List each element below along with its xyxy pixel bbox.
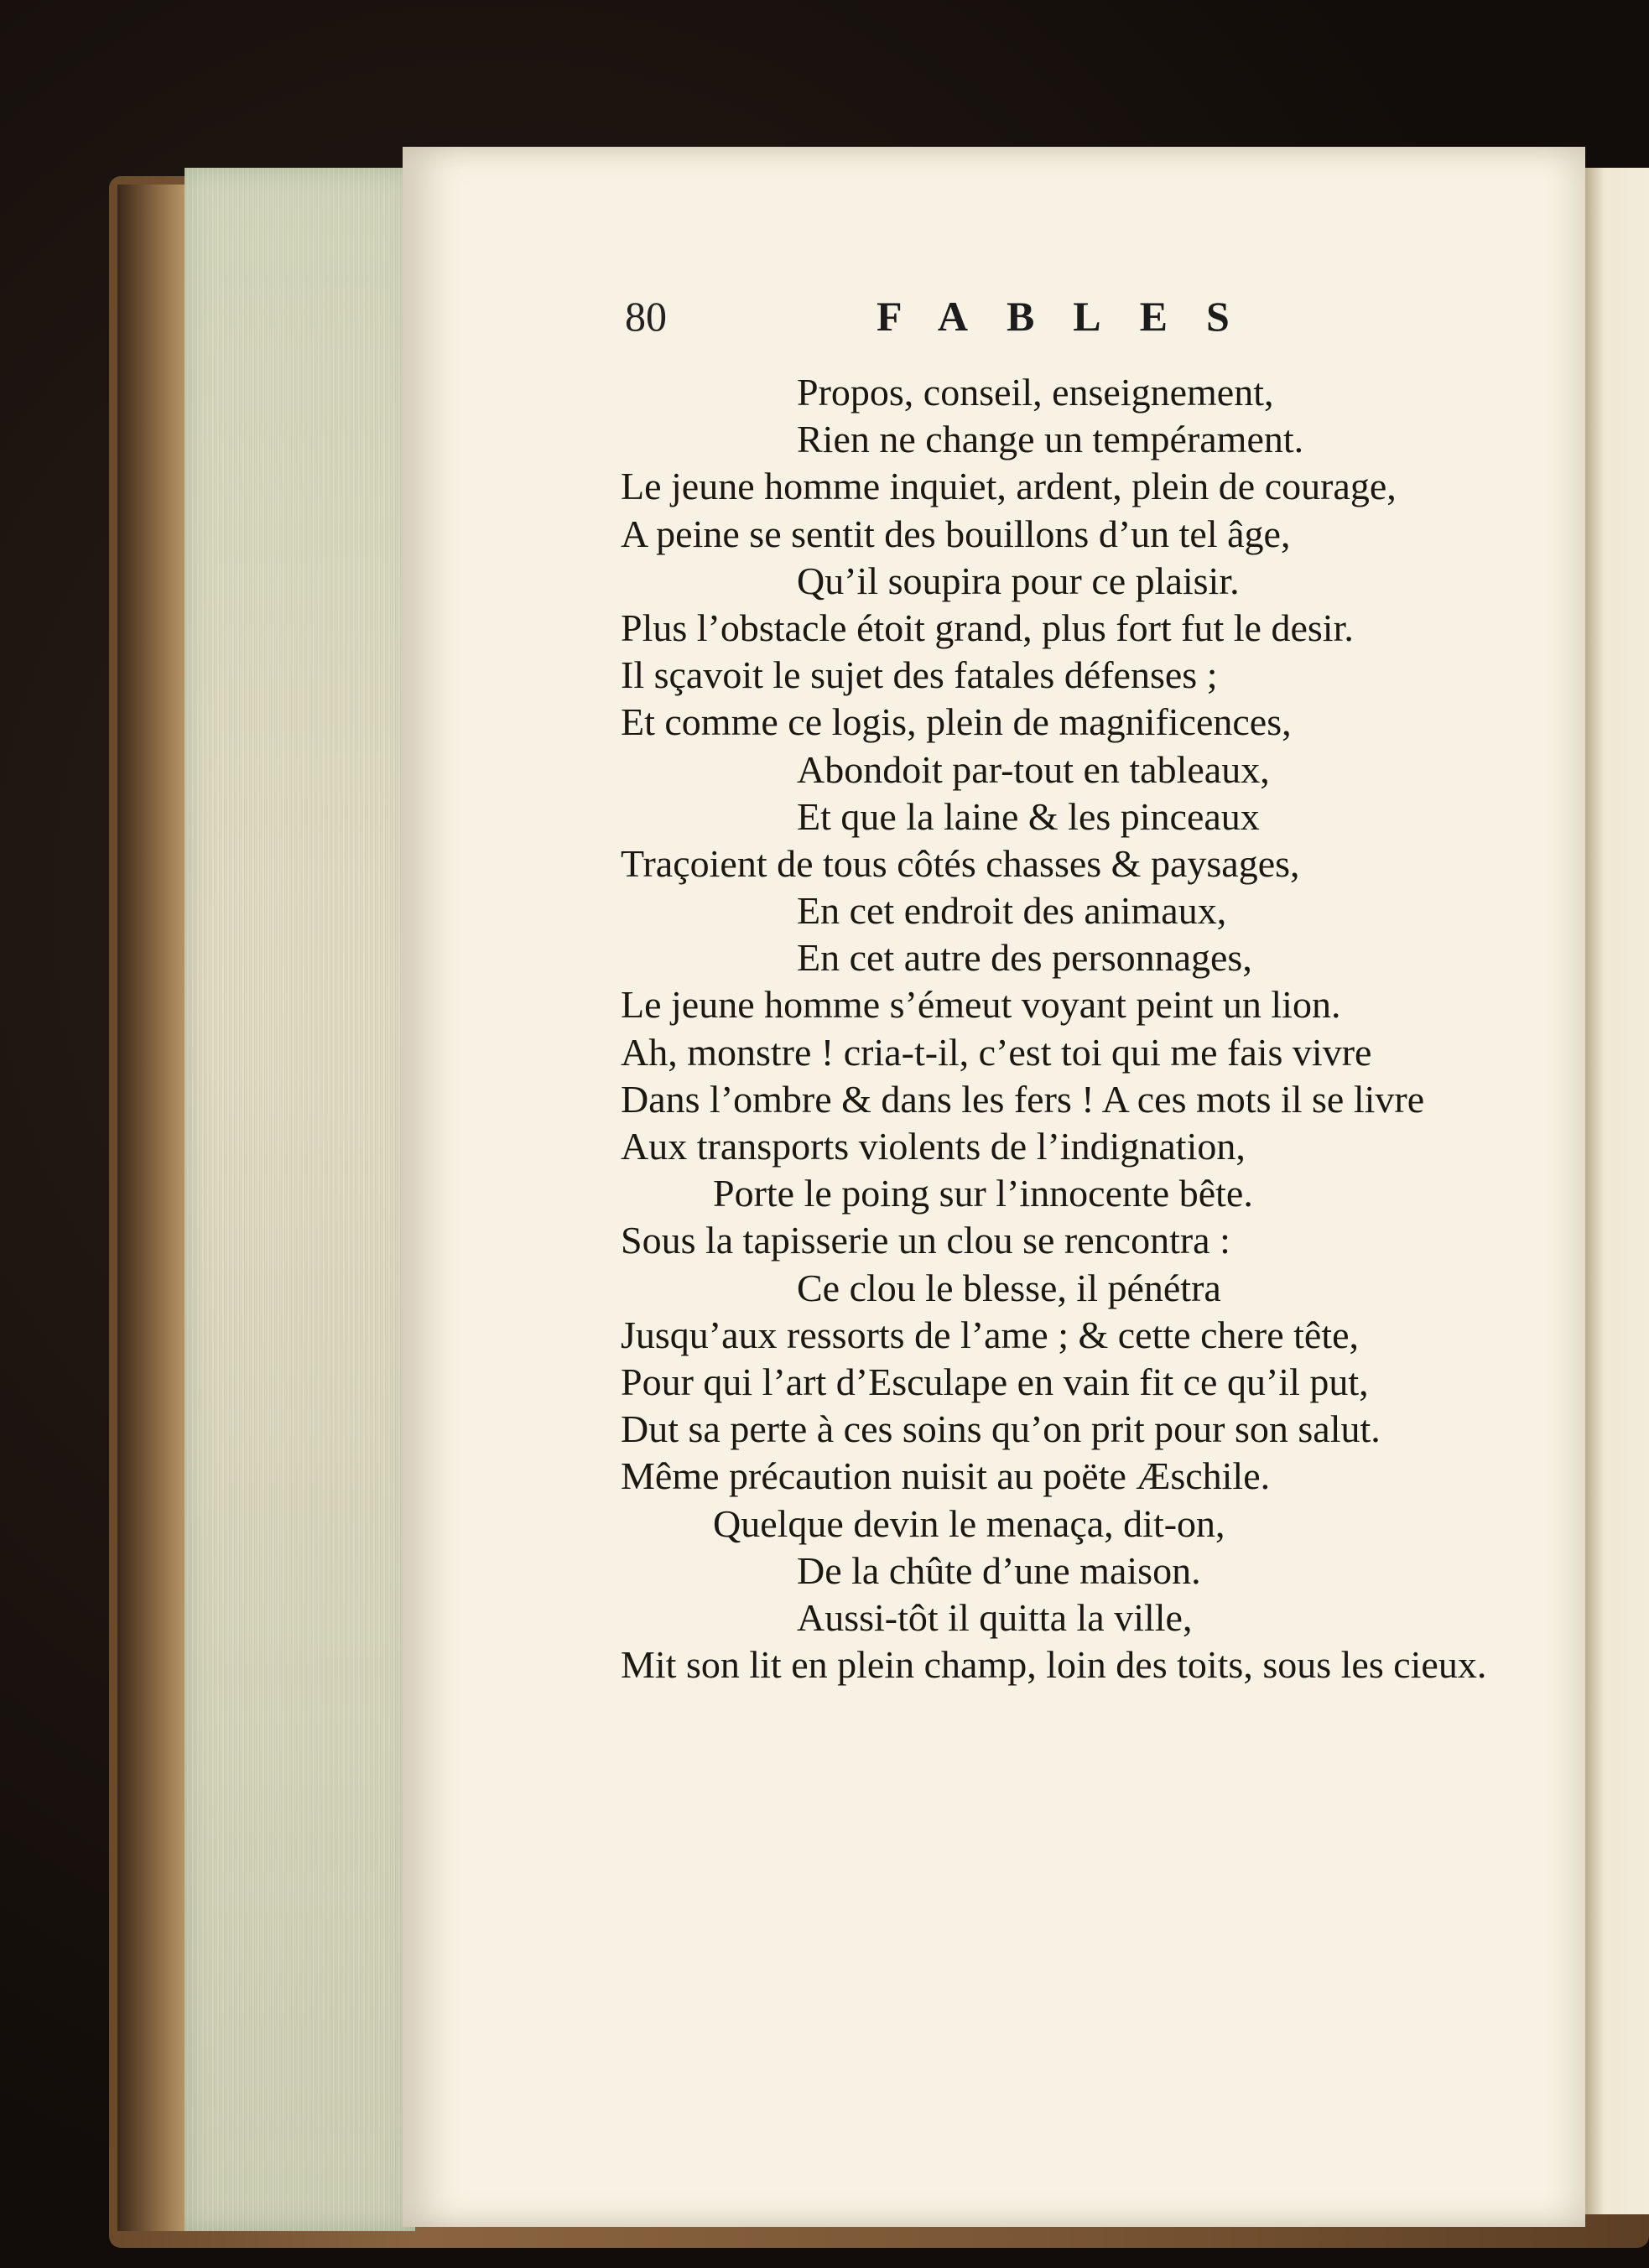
text-line: Dut sa perte à ces soins qu’on prit pour son salut.	[621, 1407, 1381, 1451]
text-line: Et comme ce logis, plein de magnificences,	[621, 700, 1292, 744]
text-line: Porte le poing sur l’innocente bête.	[713, 1172, 1253, 1215]
text-line: Sous la tapisserie un clou se rencontra :	[621, 1219, 1230, 1262]
text-line: Rien ne change un tempérament.	[797, 418, 1304, 461]
text-line: De la chûte d’une maison.	[797, 1548, 1201, 1592]
page-header	[625, 292, 1268, 351]
text-line: Pour qui l’art d’Esculape en vain fit ce qu’il put,	[621, 1360, 1369, 1403]
text-line: Même précaution nuisit au poëte Æschile.	[621, 1454, 1271, 1498]
text-line: Quelque devin le menaça, dit-on,	[713, 1501, 1225, 1545]
running-title: FABLES	[877, 293, 1268, 340]
text-line: En cet endroit des animaux,	[797, 889, 1227, 933]
text-line: Abondoit par-tout en tableaux,	[797, 747, 1270, 791]
poem-text	[621, 369, 1510, 1688]
text-line: Traçoient de tous côtés chasses & paysages,	[621, 841, 1300, 885]
text-line: Plus l’obstacle étoit grand, plus fort fut le desir.	[621, 606, 1354, 649]
text-line: Jusqu’aux ressorts de l’ame ; & cette chere tête,	[621, 1313, 1360, 1356]
text-line: Qu’il soupira pour ce plaisir.	[797, 559, 1240, 602]
text-line: Mit son lit en plein champ, loin des toits, sous les cieux.	[621, 1643, 1487, 1687]
text-line: Et que la laine & les pinceaux	[797, 794, 1260, 838]
text-line: Aussi-tôt il quitta la ville,	[797, 1595, 1193, 1639]
text-line: En cet autre des personnages,	[797, 936, 1252, 980]
page-number: 80	[625, 293, 667, 340]
text-line: Aux transports violents de l’indignation,	[621, 1125, 1246, 1168]
facing-page-edge	[1585, 168, 1649, 2214]
text-line: Propos, conseil, enseignement,	[797, 371, 1274, 414]
text-line: Le jeune homme s’émeut voyant peint un lion.	[621, 983, 1341, 1027]
text-line: Il sçavoit le sujet des fatales défenses ;	[621, 653, 1218, 697]
page-edges	[185, 168, 415, 2231]
text-line: A peine se sentit des bouillons d’un tel âge,	[621, 512, 1291, 555]
text-line: Dans l’ombre & dans les fers ! A ces mots il se livre	[621, 1077, 1425, 1121]
text-line: Le jeune homme inquiet, ardent, plein de courage,	[621, 465, 1397, 508]
text-line: Ah, monstre ! cria-t-il, c’est toi qui me fais vivre	[621, 1030, 1372, 1074]
book-spine	[117, 185, 185, 2231]
text-line: Ce clou le blesse, il pénétra	[797, 1266, 1221, 1309]
